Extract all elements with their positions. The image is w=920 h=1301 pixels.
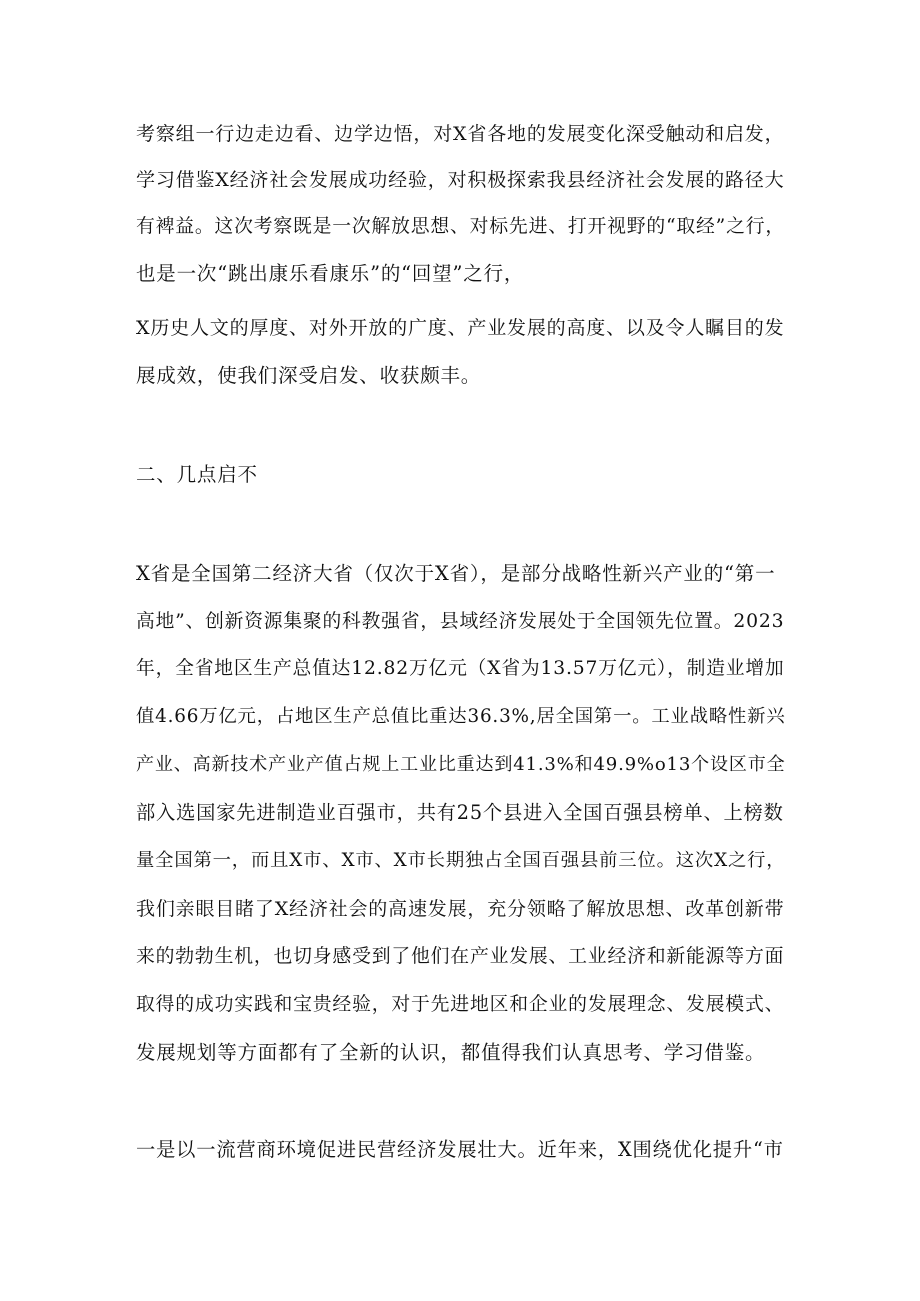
paragraph-line: 值4.66万亿元，占地区生产总值比重达36.3%,居全国第一。工业战略性新兴	[136, 706, 786, 727]
paragraph-line: 高地”、创新资源集聚的科教强省，县域经济发展处于全国领先位置。2023	[136, 611, 785, 632]
paragraph-line: 展成效，使我们深受启发、收获颇丰。	[136, 364, 482, 387]
paragraph-line: 发展规划等方面都有了全新的认识，都值得我们认真思考、学习借鉴。	[136, 1041, 766, 1064]
paragraph-line: 来的勃勃生机，也切身感受到了他们在产业发展、工业经济和新能源等方面	[136, 946, 785, 967]
paragraph-line: 一是以一流营商环境促进民营经济发展壮大。近年来，X围绕优化提升“市	[136, 1138, 784, 1161]
paragraph-line: 产业、高新技术产业产值占规上工业比重达到41.3%和49.9%o13个设区市全	[136, 754, 786, 775]
section-heading: 二、几点启不	[136, 463, 258, 486]
paragraph-line: 取得的成功实践和宝贵经验，对于先进地区和企业的发展理念、发展模式、	[136, 994, 785, 1015]
paragraph-line: 有裨益。这次考察既是一次解放思想、对标先进、打开视野的“取经”之行，	[136, 216, 785, 237]
paragraph-line: 我们亲眼目睹了X经济社会的高速发展，充分领略了解放思想、改革创新带	[136, 898, 785, 920]
paragraph-line: 考察组一行边走边看、边学边悟，对X省各地的发展变化深受触动和启发，	[136, 123, 785, 145]
paragraph-line: X省是全国第二经济大省（仅次于X省），是部分战略性新兴产业的“第一	[136, 562, 776, 585]
paragraph-line: 学习借鉴X经济社会发展成功经验，对积极探索我县经济社会发展的路径大	[136, 169, 785, 191]
paragraph-line: 也是一次“跳出康乐看康乐”的“回望”之行，	[136, 262, 525, 285]
paragraph-line: X历史人文的厚度、对外开放的广度、产业发展的高度、以及令人瞩目的发	[136, 317, 785, 339]
paragraph-line: 年，全省地区生产总值达12.82万亿元（X省为13.57万亿元），制造业增加	[136, 658, 785, 679]
paragraph-line: 部入选国家先进制造业百强市，共有25个县进入全国百强县榜单、上榜数	[136, 801, 784, 824]
paragraph-line: 量全国第一，而且X市、X市、X市长期独占全国百强县前三位。这次X之行，	[136, 850, 786, 871]
